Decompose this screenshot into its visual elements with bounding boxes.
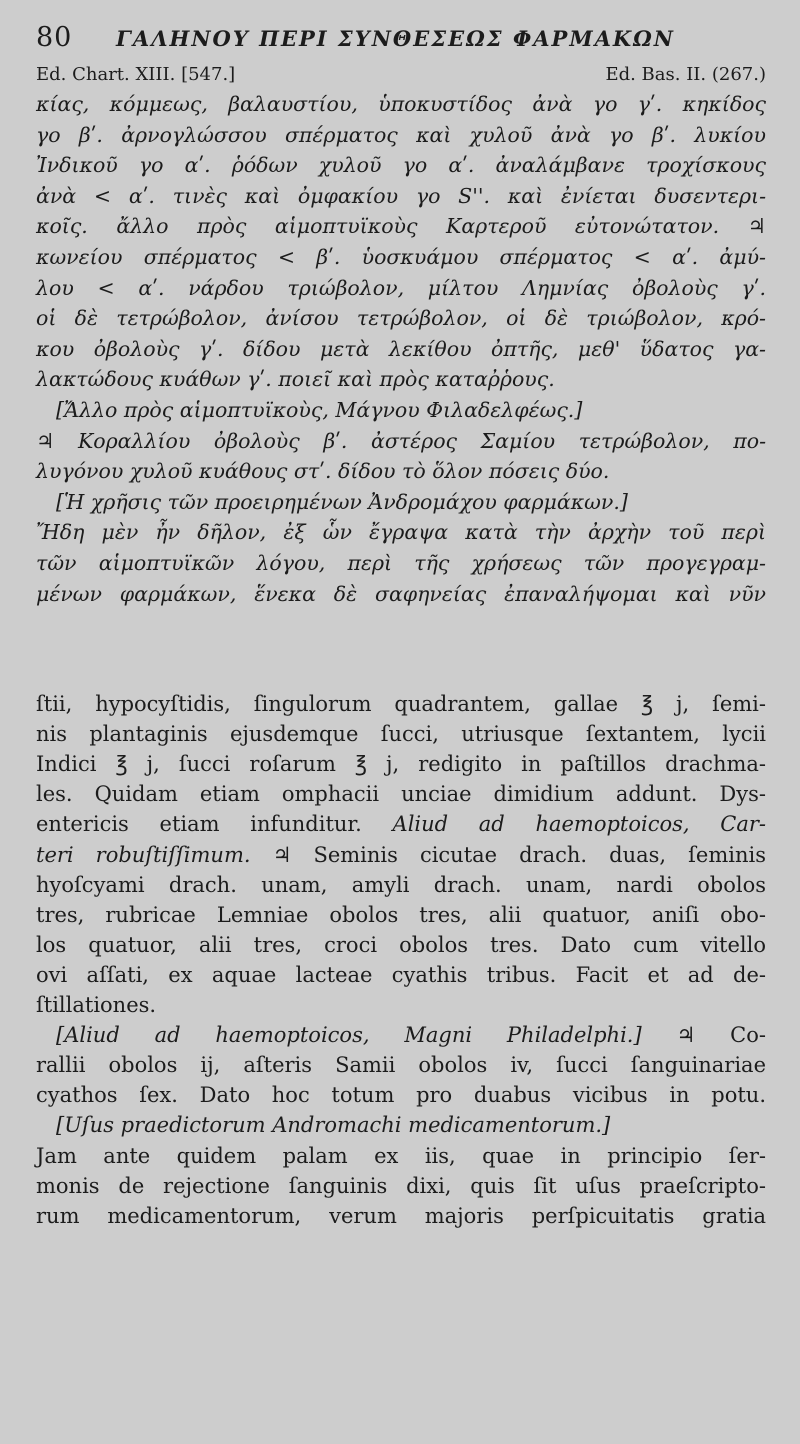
greek-line: μένων φαρμάκων, ἕνεκα δὲ σαφηνείας ἐπαναλήψομαι καὶ νῦν — [36, 581, 766, 606]
latin-line: monis de rejectione ſanguinis dixi, quis ſit uſus praeſcripto- — [36, 1173, 766, 1198]
latin-line: rum medicamentorum, verum majoris perſpicuitatis gratia — [36, 1203, 766, 1228]
greek-line: ἀνὰ < αʹ. τινὲς καὶ ὀμφακίου γο S''. καὶ ἐνίεται δυσεντερι- — [36, 183, 766, 208]
latin-line: nis plantaginis ejusdemque ſucci, utriusque ſextantem, lycii — [36, 722, 766, 747]
page-title: ΓΑΛΗΝΟΥ ΠΕΡΙ ΣΥΝΘΕΣΕΩΣ ΦΑΡΜΑΚΩΝ — [116, 26, 675, 51]
greek-line: γο βʹ. ἀρνογλώσσου σπέρματος καὶ χυλοῦ ἀνὰ γο βʹ. λυκίου — [36, 122, 766, 147]
edition-basel: Ed. Bas. II. (267.) — [605, 64, 766, 85]
greek-line: λυγόνου χυλοῦ κυάθους στʹ. δίδου τὸ ὅλον πόσεις δύο. — [36, 459, 610, 484]
latin-text — [36, 689, 766, 1231]
greek-heading: [Ἄλλο πρὸς αἱμοπτυϊκοὺς, Μάγνου Φιλαδελφέως.] — [56, 397, 583, 422]
latin-line: Jam ante quidem palam ex iis, quae in principio ſer- — [36, 1143, 766, 1168]
greek-line: κωνείου σπέρματος < βʹ. ὑοσκυάμου σπέρματος < αʹ. ἀμύ- — [36, 244, 766, 269]
greek-line: τῶν αἱμοπτυϊκῶν λόγου, περὶ τῆς χρήσεως τῶν προγεγραμ- — [36, 550, 766, 575]
latin-heading: Aliud ad haemoptoicos, Car- — [392, 812, 766, 837]
latin-heading — [36, 1110, 766, 1140]
edition-chartier: Ed. Chart. XIII. [547.] — [36, 64, 236, 85]
greek-line: ♃ Κοραλλίου ὀβολοὺς βʹ. ἀστέρος Σαμίου τετρώβολον, πο- — [36, 428, 766, 453]
greek-line: κοῖς. ἄλλο πρὸς αἱμοπτυϊκοὺς Καρτεροῦ εὐτονώτατον. ♃ — [36, 214, 766, 239]
latin-line: rallii obolos ij, aſteris Samii obolos iv, ſucci ſanguinariae — [36, 1053, 766, 1078]
latin-heading: teri robuſtiſſimum. — [36, 842, 251, 867]
greek-line: λακτώδους κυάθων γʹ. ποιεῖ καὶ πρὸς καταῤῥους. — [36, 367, 555, 392]
latin-line: los quatuor, alii tres, croci obolos tres. Dato cum vitello — [36, 932, 766, 957]
latin-line — [36, 809, 766, 839]
latin-text-run: entericis etiam infunditur. — [36, 812, 362, 837]
edition-references — [36, 64, 766, 85]
latin-text-run: ♃ Seminis cicutae drach. duas, ſeminis — [272, 842, 766, 867]
greek-line: λου < αʹ. νάρδου τριώβολον, μίλτου Λημνίας ὀβολοὺς γʹ. — [36, 275, 766, 300]
latin-heading-text: [Uſus praedictorum Andromachi medicamentorum.] — [56, 1113, 611, 1138]
latin-line: ovi aſſati, ex aquae lacteae cyathis tribus. Facit et ad de- — [36, 962, 766, 987]
page-number: 80 — [36, 22, 73, 53]
greek-line: κίας, κόμμεως, βαλαυστίου, ὑποκυστίδος ἀνὰ γο γʹ. κηκίδος — [36, 92, 766, 116]
greek-heading: [Ἡ χρῆσις τῶν προειρημένων Ἀνδρομάχου φαρμάκων.] — [56, 489, 628, 514]
latin-line: les. Quidam etiam omphacii unciae dimidium addunt. Dys- — [36, 782, 766, 807]
latin-line: ſtillationes. — [36, 993, 157, 1018]
latin-line: hyoſcyami drach. unam, amyli drach. unam, nardi obolos — [36, 872, 766, 897]
latin-line — [36, 1020, 766, 1050]
greek-line: οἱ δὲ τετρώβολον, ἀνίσου τετρώβολον, οἱ δὲ τριώβολον, κρό- — [36, 306, 766, 331]
column-separator — [36, 609, 766, 689]
latin-line: tres, rubricae Lemniae obolos tres, alii quatuor, aniſi obo- — [36, 902, 766, 927]
latin-heading: [Aliud ad haemoptoicos, Magni Philadelphi.] — [56, 1023, 642, 1048]
latin-text-run: ♃ Co- — [676, 1023, 766, 1048]
greek-line: κου ὀβολοὺς γʹ. δίδου μετὰ λεκίθου ὀπτῆς, μεθ' ὕδατος γα- — [36, 336, 766, 361]
latin-line: ſtii, hypocyſtidis, ſingulorum quadrantem, gallae ℥ j, ſemi- — [36, 692, 766, 717]
latin-line — [36, 840, 766, 870]
greek-line: Ἤδη μὲν ἦν δῆλον, ἐξ ὧν ἔγραψα κατὰ τὴν ἀρχὴν τοῦ περὶ — [36, 520, 766, 545]
greek-text — [36, 89, 766, 609]
latin-line: Indici ℥ j, ſucci roſarum ℥ j, redigito in paſtillos drachma- — [36, 752, 766, 777]
greek-line: Ἰνδικοῦ γο αʹ. ῥόδων χυλοῦ γο αʹ. ἀναλάμβανε τροχίσκους — [36, 153, 766, 178]
running-head — [36, 22, 766, 62]
latin-line: cyathos ſex. Dato hoc totum pro duabus vicibus in potu. — [36, 1083, 766, 1108]
